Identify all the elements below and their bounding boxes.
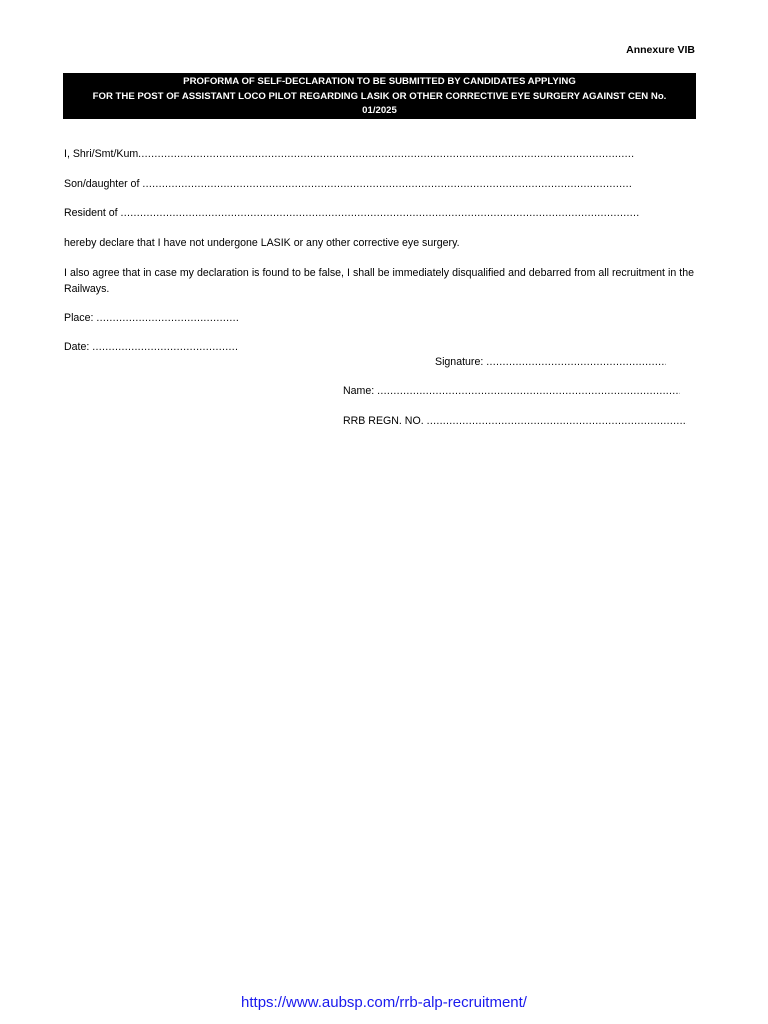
banner-line-3: 01/2025 xyxy=(362,105,397,116)
resident-row xyxy=(64,207,639,219)
place-blank[interactable] xyxy=(96,312,238,324)
parent-label: Son/daughter of xyxy=(64,178,140,190)
parent-blank[interactable] xyxy=(142,178,632,190)
agreement-text: I also agree that in case my declaration is found to be false, I shall be immediately disqualified and debarred from all recruitment in the Railways. xyxy=(64,267,694,295)
candidate-name-label: I, Shri/Smt/Kum xyxy=(64,148,139,160)
name-label: Name: xyxy=(343,385,375,397)
signature-label: Signature: xyxy=(435,356,484,368)
annexure-label: Annexure VIB xyxy=(626,44,695,56)
name-blank[interactable] xyxy=(377,385,680,397)
footer-link[interactable]: https://www.aubsp.com/rrb-alp-recruitment/ xyxy=(241,994,527,1011)
parent-row xyxy=(64,178,632,190)
banner-line-1: PROFORMA OF SELF-DECLARATION TO BE SUBMITTED BY CANDIDATES APPLYING xyxy=(183,76,576,87)
place-label: Place: xyxy=(64,312,94,324)
date-row xyxy=(64,341,238,353)
name-row xyxy=(343,385,680,397)
regn-blank[interactable] xyxy=(427,415,687,427)
declaration-text: hereby declare that I have not undergone LASIK or any other corrective eye surgery. xyxy=(64,237,460,249)
regn-label: RRB REGN. NO. xyxy=(343,415,424,427)
resident-label: Resident of xyxy=(64,207,118,219)
title-banner xyxy=(63,73,696,119)
date-label: Date: xyxy=(64,341,90,353)
signature-row xyxy=(435,356,666,368)
candidate-name-blank[interactable] xyxy=(138,148,635,160)
place-row xyxy=(64,312,238,324)
signature-blank[interactable] xyxy=(486,356,666,368)
banner-line-2: FOR THE POST OF ASSISTANT LOCO PILOT REGARDING LASIK OR OTHER CORRECTIVE EYE SURGERY AGAINST CEN No. xyxy=(92,90,667,102)
resident-blank[interactable] xyxy=(121,207,639,219)
date-blank[interactable] xyxy=(92,341,238,353)
regn-row xyxy=(343,415,687,427)
candidate-name-row xyxy=(64,148,635,160)
